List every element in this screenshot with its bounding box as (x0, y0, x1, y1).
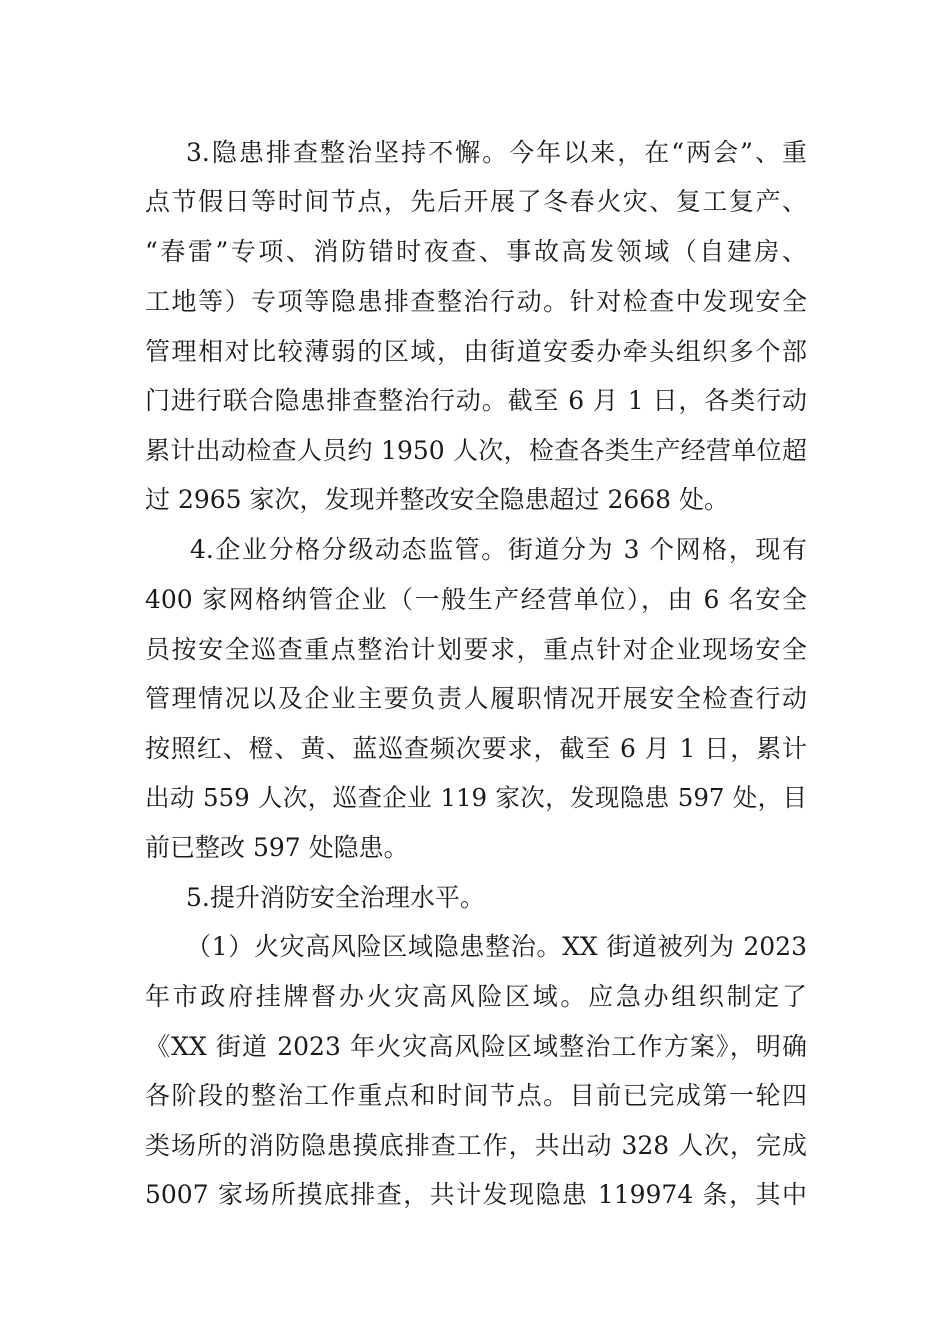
paragraph-4-line-6: 5007 家场所摸底排查，共计发现隐患 119974 条，其中 (145, 1180, 807, 1209)
paragraph-2-line-6: 出动 559 人次，巡查企业 119 家次，发现隐患 597 处，目 (145, 783, 807, 812)
paragraph-4-line-5: 类场所的消防隐患摸底排查工作，共出动 328 人次，完成 (145, 1131, 807, 1160)
paragraph-2-line-2: 400 家网格纳管企业（一般生产经营单位），由 6 名安全 (145, 585, 807, 614)
paragraph-2-line-1: 4.企业分格分级动态监管。街道分为 3 个网格，现有 (190, 535, 807, 564)
paragraph-1-line-5: 管理相对比较薄弱的区域，由街道安委办牵头组织多个部 (145, 337, 807, 366)
paragraph-4-line-1: （1）火灾高风险区域隐患整治。XX 街道被列为 2023 (186, 932, 807, 961)
paragraph-2-line-7: 前已整改 597 处隐患。 (145, 833, 409, 862)
paragraph-1-line-6: 门进行联合隐患排查整治行动。截至 6 月 1 日，各类行动 (145, 386, 807, 415)
paragraph-1-line-8: 过 2965 家次，发现并整改安全隐患超过 2668 处。 (145, 485, 730, 514)
paragraph-2-line-4: 管理情况以及企业主要负责人履职情况开展安全检查行动 (145, 684, 807, 713)
paragraph-1-line-4: 工地等）专项等隐患排查整治行动。针对检查中发现安全 (145, 287, 807, 316)
paragraph-1-line-1: 3.隐患排查整治坚持不懈。今年以来，在“两会”、重 (186, 138, 807, 167)
paragraph-4-line-2: 年市政府挂牌督办火灾高风险区域。应急办组织制定了 (145, 982, 807, 1011)
paragraph-3-line-1: 5.提升消防安全治理水平。 (186, 883, 485, 912)
paragraph-2-line-5: 按照红、橙、黄、蓝巡查频次要求，截至 6 月 1 日，累计 (145, 734, 807, 763)
paragraph-1-line-7: 累计出动检查人员约 1950 人次，检查各类生产经营单位超 (145, 436, 807, 465)
paragraph-2-line-3: 员按安全巡查重点整治计划要求，重点针对企业现场安全 (145, 635, 807, 664)
paragraph-1-line-3: “春雷”专项、消防错时夜查、事故高发领域（自建房、 (145, 237, 807, 266)
paragraph-1-line-2: 点节假日等时间节点，先后开展了冬春火灾、复工复产、 (145, 187, 807, 216)
paragraph-4-line-3: 《XX 街道 2023 年火灾高风险区域整治工作方案》，明确 (145, 1032, 807, 1061)
paragraph-4-line-4: 各阶段的整治工作重点和时间节点。目前已完成第一轮四 (145, 1081, 807, 1110)
